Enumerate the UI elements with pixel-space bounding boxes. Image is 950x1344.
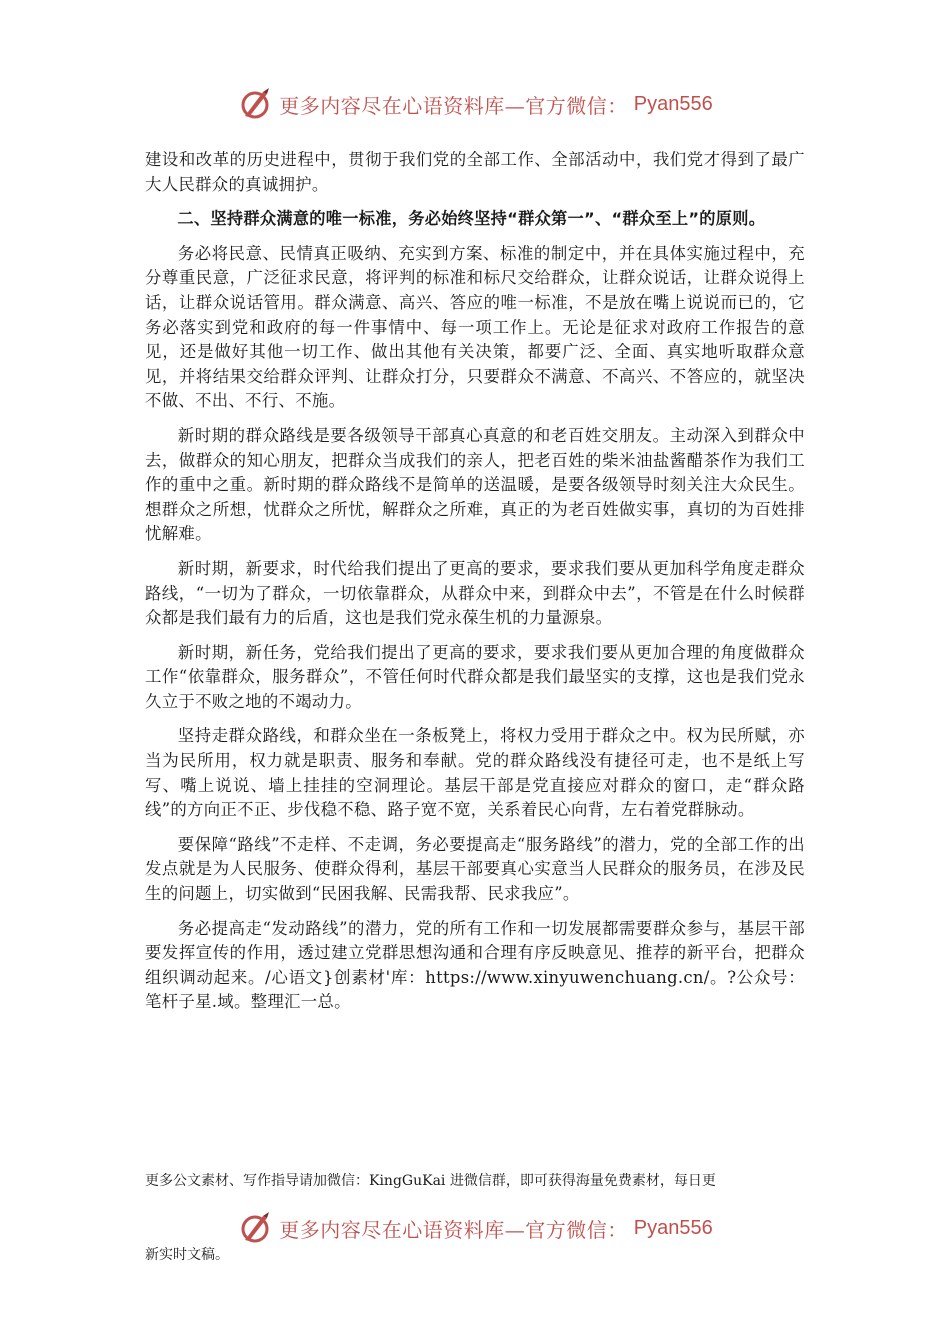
footer-note: 更多公文素材、写作指导请加微信：KingGuKai 进微信群，即可获得海量免费素材，每日更 — [145, 1173, 716, 1189]
paragraph-2: 务必将民意、民情真正吸纳、充实到方案、标准的制定中，并在具体实施过程中，充分尊重民意，广泛征求民意，将评判的标准和标尺交给群众，让群众说话，让群众说得上话，让群众说话管用。群众满意、高兴、答应的唯一标准，不是放在嘴上说说而已的，它务必落实到党和政府的每一件事情中、每一项工作上。无论是征求对政府工作报告的意见，还是做好其他一切工作、做出其他有关决策，都要广泛、全面、真实地听取群众意见，并将结果交给群众评判、让群众打分，只要群众不满意、不高兴、不答应的，就坚决不做、不出、不行、不施。 — [145, 243, 805, 411]
footer-tail: 新实时文稿。 — [145, 1247, 229, 1263]
paragraph-1: 建设和改革的历史进程中，贯彻于我们党的全部工作、全部活动中，我们党才得到了最广大人民群众的真诚拥护。 — [145, 150, 805, 194]
banner-handle-bottom: Pyan556 — [633, 1216, 713, 1239]
section-heading: 二、坚持群众满意的唯一标准，务必始终坚持“群众第一”、“群众至上”的原则。 — [177, 209, 766, 229]
header-banner — [0, 84, 950, 124]
banner-text: 更多内容尽在心语资料库—官方微信： — [279, 93, 628, 118]
paragraph-3: 新时期的群众路线是要各级领导干部真心真意的和老百姓交朋友。主动深入到群众中去，做群众的知心朋友，把群众当成我们的亲人，把老百姓的柴米油盐酱醋茶作为我们工作的重中之重。新时期的群众路线不是简单的送温暖，是要各级领导时刻关注大众民生。想群众之所想，忧群众之所忧，解群众之所难，真正的为老百姓做实事，真切的为百姓排忧解难。 — [145, 425, 805, 544]
paragraph-4: 新时期，新要求，时代给我们提出了更高的要求，要求我们要从更加科学角度走群众路线，“一切为了群众，一切依靠群众，从群众中来，到群众中去”，不管是在什么时候群众都是我们最有力的后盾，这也是我们党永葆生机的力量源泉。 — [145, 558, 805, 628]
paragraph-8: 务必提高走“发动路线”的潜力，党的所有工作和一切发展都需要群众参与，基层干部要发挥宣传的作用，透过建立党群思想沟通和合理有序反映意见、推荐的新平台，把群众组织调动起来。/心语文}创素材'库：https://www.xinyuwenchuang.cn/。?公众号：笔杆子星.域。整理汇一总。 — [145, 918, 805, 1012]
banner-handle: Pyan556 — [633, 92, 713, 115]
banner-text-bottom: 更多内容尽在心语资料库—官方微信： — [279, 1217, 628, 1242]
document-body — [145, 148, 805, 1015]
quill-logo-icon — [237, 86, 273, 122]
banner-inner — [237, 86, 712, 122]
paragraph-7: 要保障“路线”不走样、不走调，务必要提高走“服务路线”的潜力，党的全部工作的出发点就是为人民服务、使群众得利，基层干部要真心实意当人民群众的服务员，在涉及民生的问题上，切实做到“民困我解、民需我帮、民求我应”。 — [145, 834, 805, 904]
footer-banner — [0, 1208, 950, 1248]
quill-logo-icon — [237, 1210, 273, 1246]
paragraph-6: 坚持走群众路线，和群众坐在一条板凳上，将权力受用于群众之中。权为民所赋，亦当为民所用，权力就是职责、服务和奉献。党的群众路线没有捷径可走，也不是纸上写写、嘴上说说、墙上挂挂的空洞理论。基层干部是党直接应对群众的窗口，走“群众路线”的方向正不正、步伐稳不稳、路子宽不宽，关系着民心向背，左右着党群脉动。 — [145, 726, 805, 820]
banner-inner-bottom — [237, 1210, 712, 1246]
paragraph-5: 新时期，新任务，党给我们提出了更高的要求，要求我们要从更加合理的角度做群众工作“依靠群众，服务群众”，不管任何时代群众都是我们最坚实的支撑，这也是我们党永久立于不败之地的不竭动力。 — [145, 642, 805, 711]
